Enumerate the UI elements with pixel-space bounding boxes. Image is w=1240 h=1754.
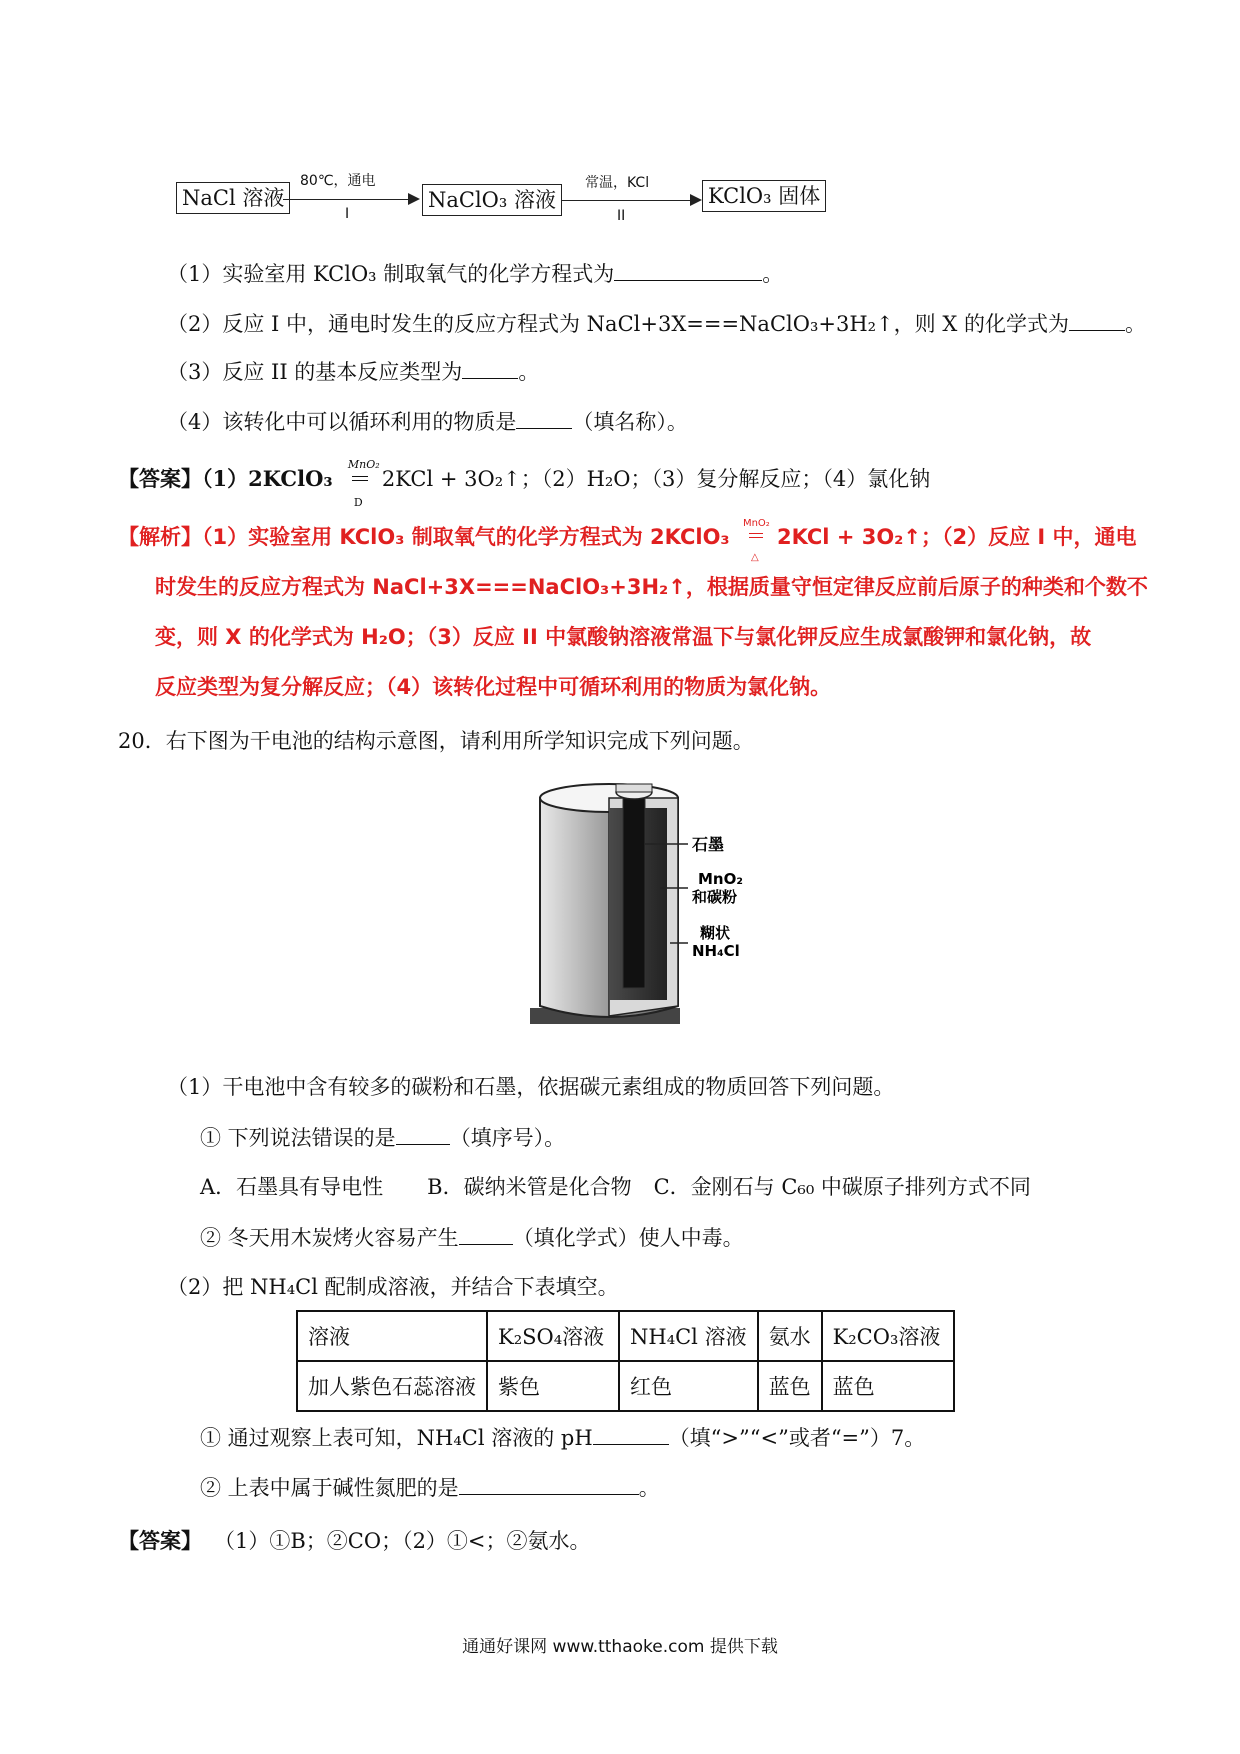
answer-blank <box>459 1222 513 1245</box>
flow-arrow2-condition: 常温，KCl <box>585 175 650 191</box>
reaction-condition <box>340 457 382 509</box>
q19-1-end: 。 <box>762 262 784 286</box>
q20-part2-2 <box>200 1472 660 1503</box>
answer-blank <box>459 1472 639 1495</box>
flow-arrow2-label: II <box>617 208 626 224</box>
analysis-19-line1 <box>118 518 1137 563</box>
q20-options <box>200 1172 1031 1202</box>
q20-part2-1-end: （填“>”“<”或者“=”）7。 <box>668 1426 926 1450</box>
analysis-19-line4: 反应类型为复分解反应；（4）该转化过程中可循环利用的物质为氯化钠。 <box>155 675 832 699</box>
table-cell: K₂SO₄溶液 <box>487 1311 619 1361</box>
condition-equals <box>749 533 763 538</box>
answer-blank <box>516 406 572 429</box>
condition-bottom: D <box>353 495 363 509</box>
condition-top: MnO₂ <box>742 518 770 529</box>
label-paste: 糊状 <box>700 924 731 942</box>
answer-blank <box>1069 308 1125 331</box>
reaction-condition <box>737 518 777 563</box>
table-cell: 氨水 <box>758 1311 822 1361</box>
answer19-part1: （1）2KClO₃ <box>202 466 333 491</box>
answer-blank <box>396 1122 450 1145</box>
label-nh4cl: NH₄Cl <box>692 942 740 960</box>
label-carbon-powder: 和碳粉 <box>692 888 738 906</box>
q20-part1-2 <box>200 1222 744 1253</box>
q20-part1-1-text: ① 下列说法错误的是 <box>200 1126 396 1150</box>
q20-part2-2-end: 。 <box>638 1476 660 1500</box>
indicator-table <box>296 1310 955 1412</box>
table-row <box>297 1311 954 1361</box>
q19-2-end: 。 <box>1124 312 1146 336</box>
table-cell: 蓝色 <box>758 1361 822 1411</box>
answer-label: 【答案】 <box>118 1528 202 1553</box>
dry-battery-figure <box>520 778 780 1038</box>
table-cell: K₂CO₃溶液 <box>822 1311 954 1361</box>
q20-title: 20．右下图为干电池的结构示意图，请利用所学知识完成下列问题。 <box>118 729 754 753</box>
flow-box-kclo3: KClO₃ 固体 <box>702 180 826 212</box>
analysis-19-line3: 变，则 X 的化学式为 H₂O；（3）反应 II 中氯酸钠溶液常温下与氯化钾反应生成氯酸钾和氯化钠，故 <box>155 625 1092 649</box>
answer-label: 【答案】 <box>118 466 202 491</box>
answer-blank <box>593 1422 669 1445</box>
flow-arrowhead-2 <box>690 194 702 206</box>
q20-part1: （1）干电池中含有较多的碳粉和石墨，依据碳元素组成的物质回答下列问题。 <box>167 1075 895 1099</box>
analysis-label: 【解析】 <box>118 525 202 549</box>
condition-bottom: △ <box>750 552 759 563</box>
option-a: A．石墨具有导电性 <box>200 1175 384 1199</box>
graphite-rod <box>623 792 645 988</box>
answer-blank <box>462 356 518 379</box>
answer19-part2: 2KCl + 3O₂↑；（2）H₂O；（3）复分解反应；（4）氯化钠 <box>381 467 931 491</box>
table-cell: 加人紫色石蕊溶液 <box>297 1361 487 1411</box>
q20-part1-1-end: （填序号）。 <box>449 1126 566 1150</box>
label-graphite: 石墨 <box>692 835 725 854</box>
table-cell: 紫色 <box>487 1361 619 1411</box>
q19-3 <box>167 356 539 387</box>
answer-20 <box>118 1526 591 1556</box>
answer-19 <box>118 457 931 509</box>
flow-arrow1-condition: 80℃，通电 <box>300 173 376 189</box>
q19-4-text: （4）该转化中可以循环利用的物质是 <box>167 410 517 434</box>
flow-box-nacl: NaCl 溶液 <box>176 182 290 214</box>
q19-4 <box>167 406 688 437</box>
q19-1 <box>167 258 783 289</box>
flow-arrow-2 <box>562 200 690 201</box>
q20-part2: （2）把 NH₄Cl 配制成溶液，并结合下表填空。 <box>167 1275 619 1299</box>
flow-box-naclo3: NaClO₃ 溶液 <box>422 184 562 216</box>
flow-arrow-1 <box>283 199 408 200</box>
q20-part1-2-text: ② 冬天用木炭烤火容易产生 <box>200 1226 459 1250</box>
analysis-19-line2: 时发生的反应方程式为 NaCl+3X===NaClO₃+3H₂↑，根据质量守恒定律反应前后原子的种类和个数不 <box>155 575 1148 599</box>
q19-2 <box>167 308 1146 339</box>
q19-3-end: 。 <box>518 360 540 384</box>
option-c: C．金刚石与 C₆₀ 中碳原子排列方式不同 <box>653 1175 1031 1199</box>
table-cell: 溶液 <box>297 1311 487 1361</box>
q19-1-text: （1）实验室用 KClO₃ 制取氧气的化学方程式为 <box>167 262 615 286</box>
condition-top: MnO₂ <box>347 457 380 471</box>
flow-arrowhead-1 <box>408 193 420 205</box>
q19-3-text: （3）反应 II 的基本反应类型为 <box>167 360 463 384</box>
table-cell: 蓝色 <box>822 1361 954 1411</box>
q19-2-text: （2）反应 I 中，通电时发生的反应方程式为 NaCl+3X===NaClO₃+3H₂↑，则 X 的化学式为 <box>167 312 1069 336</box>
table-cell: NH₄Cl 溶液 <box>619 1311 758 1361</box>
answer-blank <box>614 258 762 281</box>
q19-4-end: （填名称）。 <box>572 410 688 434</box>
q20-part1-2-end: （填化学式）使人中毒。 <box>512 1226 744 1250</box>
page-footer: 通通好课网 www.tthaoke.com 提供下载 <box>462 1637 778 1657</box>
q20-part1-1 <box>200 1122 565 1153</box>
battery-cap-side <box>616 784 652 792</box>
q20-part2-2-text: ② 上表中属于碱性氮肥的是 <box>200 1476 459 1500</box>
analysis-text: （1）实验室用 KClO₃ 制取氧气的化学方程式为 2KClO₃ <box>202 525 730 549</box>
option-b: B．碳纳米管是化合物 <box>427 1175 632 1199</box>
q20-part2-1 <box>200 1422 925 1453</box>
label-mno2: MnO₂ <box>698 870 743 888</box>
table-row <box>297 1361 954 1411</box>
q20-part2-1-text: ① 通过观察上表可知，NH₄Cl 溶液的 pH <box>200 1426 593 1450</box>
answer20-text: （1）①B；②CO；（2）①<；②氨水。 <box>214 1529 591 1553</box>
analysis-text: 2KCl + 3O₂↑；（2）反应 I 中，通电 <box>776 525 1137 549</box>
table-cell: 红色 <box>619 1361 758 1411</box>
condition-equals <box>352 476 368 481</box>
flow-arrow1-label: I <box>345 206 350 222</box>
